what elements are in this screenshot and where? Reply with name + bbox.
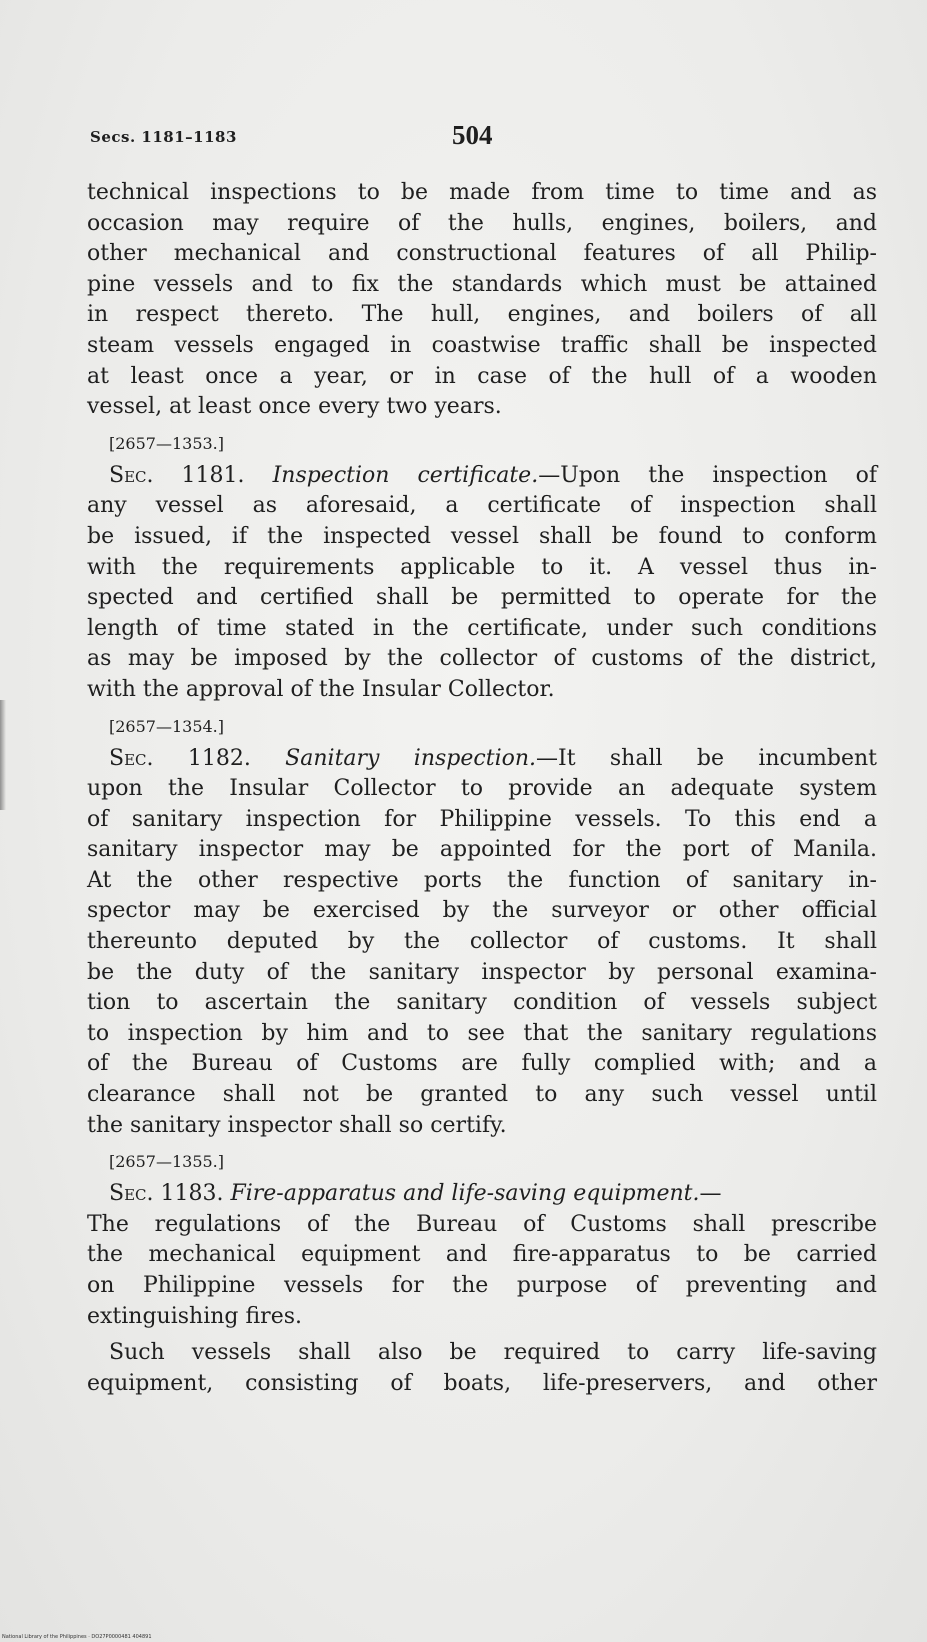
- text-line: be issued, if the inspected vessel shall be found to conform: [87, 523, 877, 549]
- text-line: tion to ascertain the sanitary condition of vessels subject: [87, 990, 877, 1016]
- text-line: with the approval of the Insular Collector.: [87, 676, 555, 702]
- text-line: sanitary inspector may be appointed for the port of Manila.: [87, 837, 877, 863]
- text-line: clearance shall not be granted to any such vessel until: [87, 1082, 877, 1108]
- text-line: equipment, consisting of boats, life-preservers, and other: [87, 1370, 877, 1396]
- text-line: pine vessels and to fix the standards which must be attained: [87, 271, 877, 297]
- text-line: spector may be exercised by the surveyor or other official: [87, 898, 877, 924]
- page-number: 504: [452, 120, 493, 150]
- text-line: the sanitary inspector shall so certify.: [87, 1112, 507, 1138]
- text-line: At the other respective ports the function of sanitary in-: [87, 867, 877, 893]
- section-text: —It shall be incumbent: [536, 745, 877, 771]
- text-line: thereunto deputed by the collector of customs. It shall: [87, 929, 877, 955]
- section-first-line: [87, 744, 877, 775]
- section-1181: [87, 461, 877, 706]
- citation-ref: [2657—1355.]: [109, 1152, 225, 1172]
- text-line: Such vessels shall also be required to carry life-saving: [109, 1340, 877, 1366]
- text-line: The regulations of the Bureau of Customs shall prescribe: [87, 1211, 877, 1237]
- text-line: in respect thereto. The hull, engines, and boilers of all: [87, 302, 877, 328]
- section-range: Secs. 1181–1183: [90, 128, 237, 146]
- citation-ref: [2657—1353.]: [109, 433, 225, 453]
- text-line: as may be imposed by the collector of customs of the district,: [87, 646, 877, 672]
- text-line: of sanitary inspection for Philippine vessels. To this end a: [87, 806, 877, 832]
- text-line: at least once a year, or in case of the hull of a wooden: [87, 363, 877, 389]
- text-line: steam vessels engaged in coastwise traffic shall be inspected: [87, 332, 877, 358]
- citation-ref: [2657—1354.]: [109, 716, 225, 736]
- section-first-line: [87, 1179, 877, 1210]
- section-label: Sec. 1182.: [109, 745, 251, 771]
- section-label: Sec. 1181.: [109, 462, 245, 488]
- section-label: Sec. 1183.: [109, 1181, 224, 1207]
- section-text: —Upon the inspection of: [538, 462, 877, 488]
- section-1183: [87, 1179, 877, 1399]
- page-body: [87, 178, 877, 1399]
- section-title: Inspection certificate.: [272, 462, 539, 488]
- text-line: any vessel as aforesaid, a certificate of inspection shall: [87, 493, 877, 519]
- text-line: with the requirements applicable to it. A vessel thus in-: [87, 554, 877, 580]
- text-line: on Philippine vessels for the purpose of preventing and: [87, 1273, 877, 1298]
- section-1182: [87, 744, 877, 1142]
- text-line: extinguishing fires.: [87, 1303, 302, 1329]
- section-text: —: [699, 1181, 722, 1207]
- section-first-line: [87, 461, 877, 492]
- footer-scan-credit: National Library of the Philippines · DO27P0000481 404891: [2, 1634, 152, 1640]
- text-line: occasion may require of the hulls, engines, boilers, and: [87, 210, 877, 236]
- text-line: technical inspections to be made from time to time and as: [87, 180, 877, 205]
- text-line: vessel, at least once every two years.: [87, 394, 502, 420]
- text-line: the mechanical equipment and fire-apparatus to be carried: [87, 1242, 877, 1268]
- intro-paragraph: [87, 178, 877, 423]
- text-line: to inspection by him and to see that the sanitary regulations: [87, 1020, 877, 1046]
- text-line: upon the Insular Collector to provide an adequate system: [87, 776, 877, 802]
- text-line: be the duty of the sanitary inspector by personal examina-: [87, 959, 877, 985]
- section-title: Fire-apparatus and life-saving equipment.: [230, 1181, 700, 1207]
- section-title: Sanitary inspection.: [285, 745, 537, 771]
- page-header: [90, 120, 880, 160]
- text-line: spected and certified shall be permitted to operate for the: [87, 585, 877, 611]
- text-line: length of time stated in the certificate, under such conditions: [87, 615, 877, 641]
- text-line: other mechanical and constructional features of all Philip-: [87, 241, 877, 267]
- text-line: of the Bureau of Customs are fully complied with; and a: [87, 1051, 877, 1077]
- binding-shadow: [0, 700, 6, 810]
